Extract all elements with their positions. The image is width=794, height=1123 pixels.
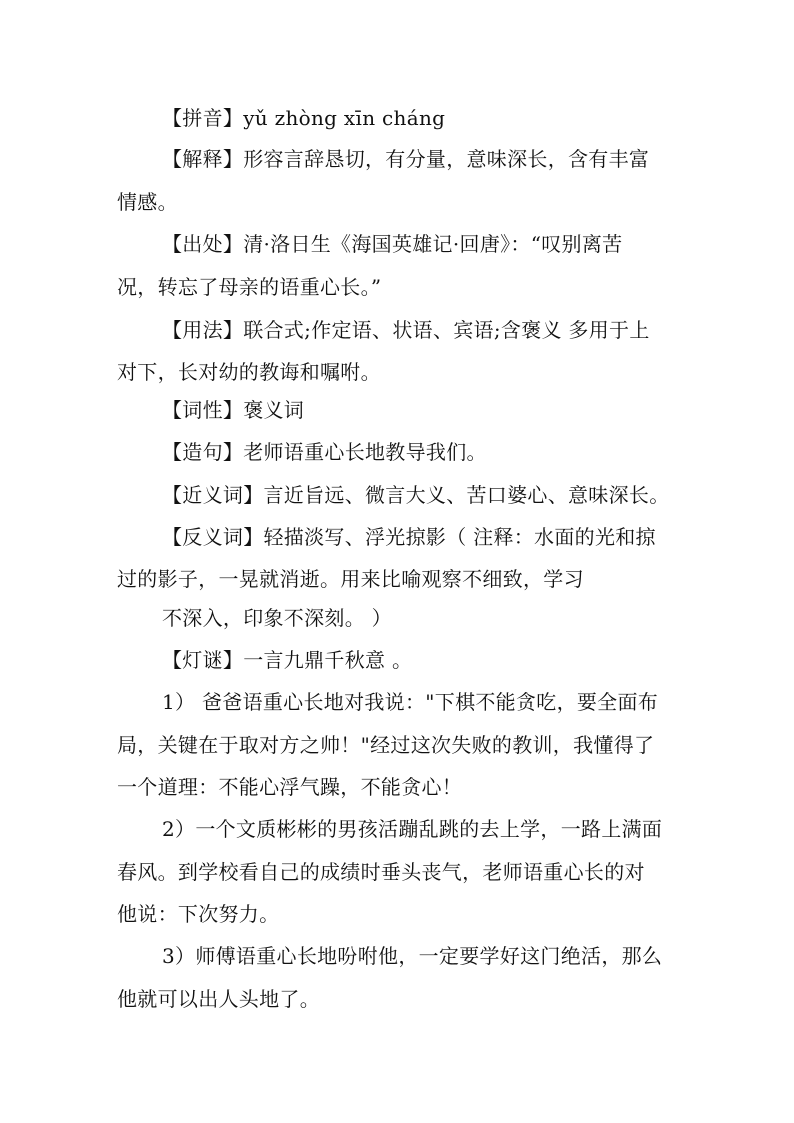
usage-line-1: 【用法】联合式;作定语、状语、宾语;含褒义 多用于上 (162, 318, 650, 342)
part-of-speech-line: 【词性】褒义词 (162, 398, 305, 422)
source-line-2: 况，转忘了母亲的语重心长。” (117, 275, 382, 299)
riddle-line: 【灯谜】一言九鼎千秋意 。 (162, 648, 413, 672)
example-3-line-1: 3）师傅语重心长地吩咐他，一定要学好这门绝活，那么 (162, 944, 663, 968)
pinyin-line: 【拼音】yǔ zhòng xīn cháng (162, 106, 446, 130)
example-1-line-1: 1） 爸爸语重心长地对我说："下棋不能贪吃，要全面布 (162, 690, 659, 714)
usage-line-2: 对下，长对幼的教诲和嘱咐。 (117, 360, 381, 384)
synonyms-line: 【近义词】言近旨远、微言大义、苦口婆心、意味深长。 (162, 483, 670, 507)
example-3-line-2: 他就可以出人头地了。 (117, 987, 320, 1011)
example-1-line-2: 局，关键在于取对方之帅！"经过这次失败的教训，我懂得了 (117, 733, 655, 757)
example-2-line-2: 春风。到学校看自己的成绩时垂头丧气，老师语重心长的对 (117, 860, 645, 884)
example-2-line-3: 他说：下次努力。 (117, 902, 280, 926)
explanation-line-2: 情感。 (117, 190, 178, 214)
antonyms-line-2: 过的影子，一晃就消逝。用来比喻观察不细致，学习 (117, 567, 584, 591)
example-2-line-1: 2）一个文质彬彬的男孩活蹦乱跳的去上学，一路上满面 (162, 817, 663, 841)
antonyms-line-1: 【反义词】轻描淡写、浮光掠影（ 注释：水面的光和掠 (162, 525, 656, 549)
explanation-line-1: 【解释】形容言辞恳切，有分量，意味深长，含有丰富 (162, 147, 650, 171)
antonyms-line-3: 不深入，印象不深刻。 ） (162, 606, 392, 630)
example-sentence-line: 【造句】老师语重心长地教导我们。 (162, 440, 487, 464)
example-1-line-3: 一个道理：不能心浮气躁，不能贪心！ (117, 775, 463, 799)
source-line-1: 【出处】清·洛日生《海国英雄记·回唐》：“叹别离苦 (162, 232, 623, 256)
